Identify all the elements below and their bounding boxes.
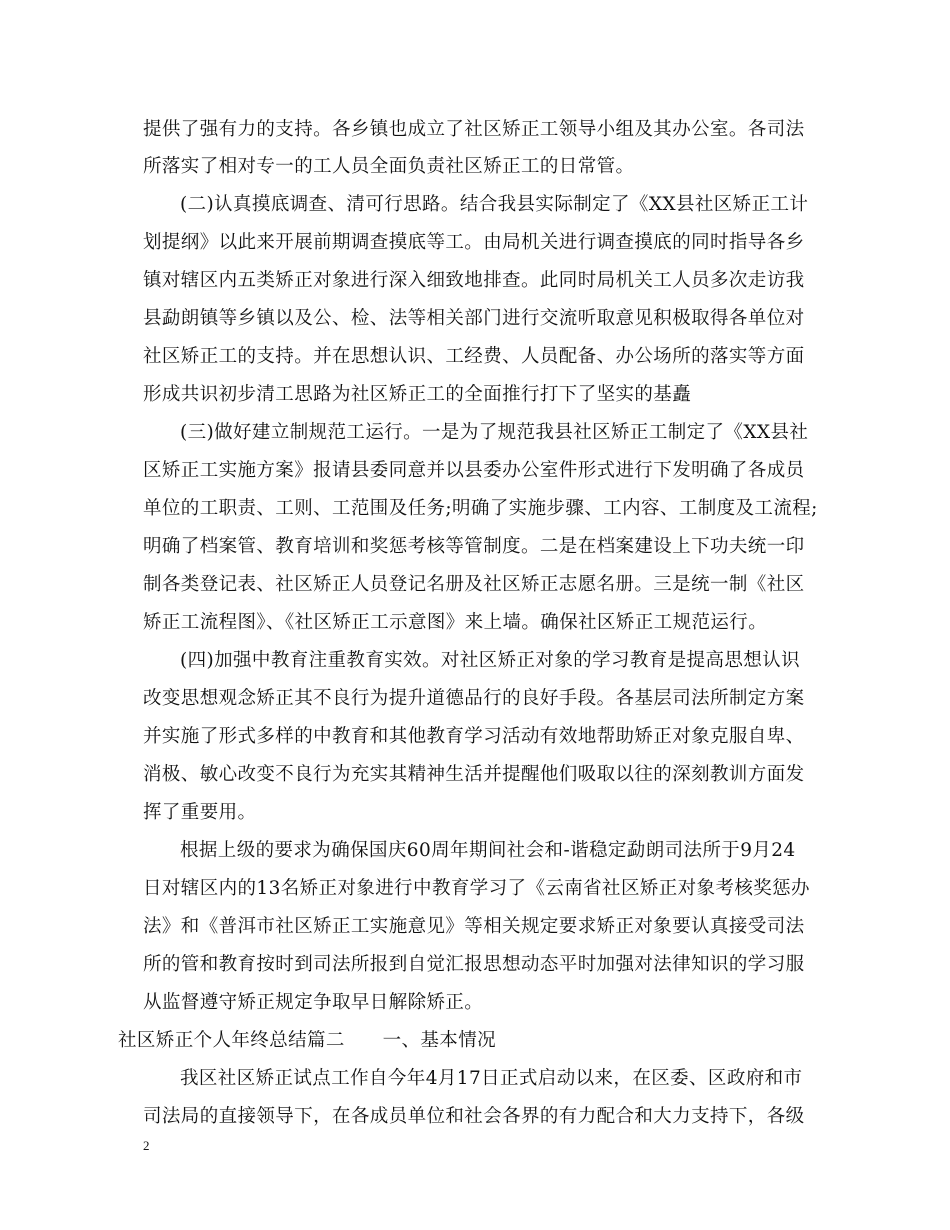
text-line: 所落实了相对专一的工人员全面负责社区矫正工的日常管。 bbox=[143, 156, 635, 177]
text-line: 法》和《普洱市社区矫正工实施意见》等相关规定要求矫正对象要认真接受司法 bbox=[143, 916, 805, 937]
text-line: 改变思想观念矫正其不良行为提升道德品行的良好手段。各基层司法所制定方案 bbox=[143, 688, 805, 709]
paragraph-start-line: 我区社区矫正试点工作自今年4月17日正式启动以来，在区委、区政府和市 bbox=[180, 1068, 803, 1089]
text-line: 所的管和教育按时到司法所报到自觉汇报思想动态平时加强对法律知识的学习服 bbox=[143, 954, 805, 975]
section-heading-line: 社区矫正个人年终总结篇二 一、基本情况 bbox=[118, 1030, 497, 1051]
text-line: 提供了强有力的支持。各乡镇也成立了社区矫正工领导小组及其办公室。各司法 bbox=[143, 119, 805, 140]
text-line: 日对辖区内的13名矫正对象进行中教育学习了《云南省社区矫正对象考核奖惩办 bbox=[143, 878, 810, 899]
text-line: 社区矫正工的支持。并在思想认识、工经费、人员配备、办公场所的落实等方面 bbox=[143, 346, 805, 367]
paragraph-start-line: (四)加强中教育注重教育实效。对社区矫正对象的学习教育是提高思想认识 bbox=[180, 650, 801, 671]
page-number: 2 bbox=[143, 1138, 150, 1153]
text-line: 明确了档案管、教育培训和奖惩考核等管制度。二是在档案建设上下功夫统一印 bbox=[143, 536, 805, 557]
text-line: 区矫正工实施方案》报请县委同意并以县委办公室件形式进行下发明确了各成员 bbox=[143, 460, 805, 481]
text-line: 单位的工职责、工则、工范围及任务;明确了实施步骤、工内容、工制度及工流程; bbox=[143, 498, 818, 519]
text-line: 形成共识初步清工思路为社区矫正工的全面推行打下了坚实的基矗 bbox=[143, 384, 692, 405]
paragraph-start-line: (二)认真摸底调查、清可行思路。结合我县实际制定了《XX县社区矫正工计 bbox=[180, 194, 809, 215]
paragraph-start-line: 根据上级的要求为确保国庆60周年期间社会和-谐稳定勐朗司法所于9月24 bbox=[180, 840, 796, 861]
text-line: 划提纲》以此来开展前期调查摸底等工。由局机关进行调查摸底的同时指导各乡 bbox=[143, 232, 805, 253]
text-line: 并实施了形式多样的中教育和其他教育学习活动有效地帮助矫正对象克服自卑、 bbox=[143, 726, 805, 747]
text-line: 挥了重要用。 bbox=[143, 802, 257, 823]
text-line: 县勐朗镇等乡镇以及公、检、法等相关部门进行交流听取意见积极取得各单位对 bbox=[143, 308, 805, 329]
text-line: 镇对辖区内五类矫正对象进行深入细致地排查。此同时局机关工人员多次走访我 bbox=[143, 270, 805, 291]
text-line: 消极、敏心改变不良行为充实其精神生活并提醒他们吸取以往的深刻教训方面发 bbox=[143, 764, 805, 785]
text-line: 司法局的直接领导下，在各成员单位和社会各界的有力配合和大力支持下，各级 bbox=[143, 1106, 805, 1127]
text-line: 从监督遵守矫正规定争取早日解除矫正。 bbox=[143, 992, 484, 1013]
paragraph-start-line: (三)做好建立制规范工运行。一是为了规范我县社区矫正工制定了《XX县社 bbox=[180, 422, 809, 443]
text-line: 制各类登记表、社区矫正人员登记名册及社区矫正志愿名册。三是统一制《社区 bbox=[143, 574, 805, 595]
text-line: 矫正工流程图》、《社区矫正工示意图》来上墙。确保社区矫正工规范运行。 bbox=[143, 612, 768, 633]
